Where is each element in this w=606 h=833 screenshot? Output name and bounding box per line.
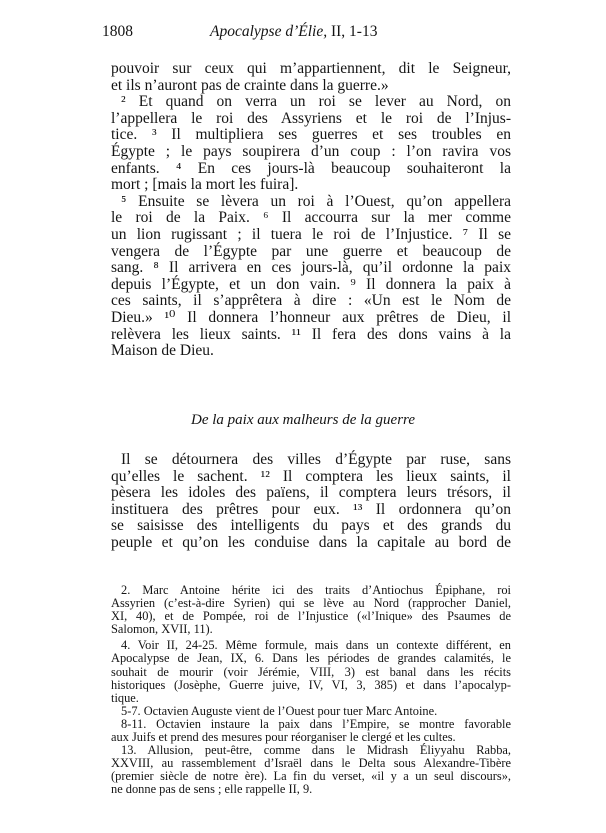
footnote-line: XI, 40), et de Pompée, roi de l’Injustice («l’Inique» des Psaumes de — [111, 609, 511, 624]
footnote-line: XXVIII, au rassemblement d’Israël dans le Delta sous Alexandre-Tibère — [111, 756, 511, 771]
main-text-block-2 — [111, 452, 511, 552]
text-line: pouvoir sur ceux qui m’appartiennent, dit le Seigneur, — [111, 60, 511, 77]
footnote-line: 5-7. Octavien Auguste vient de l’Ouest pour tuer Marc Antoine. — [121, 703, 438, 718]
text-line: Il se détournera des villes d’Égypte par ruse, sans — [121, 451, 511, 468]
section-heading: De la paix aux malheurs de la guerre — [191, 412, 415, 428]
text-line: enfants. ⁴ En ces jours-là beaucoup souhaiteront la — [111, 159, 511, 177]
running-title-reference: II, 1-13 — [327, 23, 378, 40]
text-line: vengera de l’Égypte par une guerre et beaucoup de — [111, 242, 511, 260]
text-line: ces saints, il s’apprêtera à dire : «Un est le Nom de — [111, 292, 511, 310]
text-line: tice. ³ Il multipliera ses guerres et ses troubles en — [111, 126, 511, 144]
text-line: Égypte ; le pays soupirera d’un coup : l’on ravira vos — [111, 142, 511, 160]
footnote-line: 8-11. Octavien instaure la paix dans l’Empire, se montre favorable — [121, 716, 511, 731]
footnote-line: Salomon, XVII, 11). — [111, 622, 213, 637]
text-line: peuple et qu’on les conduise dans la capitale au bord de — [111, 533, 511, 551]
footnote-line: aux Juifs et prend des mesures pour réorganiser le clergé et les cultes. — [111, 730, 456, 745]
footnote-8-11 — [111, 718, 511, 744]
text-line: et ils n’auront pas de crainte dans la guerre.» — [111, 76, 389, 94]
footnote-line: souhait de mourir (voir Jérémie, VIII, 3) est banal dans les récits — [111, 664, 511, 679]
footnote-line: 13. Allusion, peut-être, comme dans le Midrash Éliyyahu Rabba, — [121, 743, 511, 758]
text-line: l’appellera le roi des Assyriens et le roi de l’Injus- — [111, 109, 511, 127]
footnote-line: ne donne pas de sens ; elle rappelle II, 9. — [111, 782, 313, 797]
text-line: le roi de la Paix. ⁶ Il accourra sur la mer comme — [111, 209, 511, 227]
footnote-13 — [111, 744, 511, 796]
text-line: Dieu.» ¹⁰ Il donnera l’honneur aux prêtres de Dieu, il — [111, 308, 511, 326]
text-line: pèsera les idoles des païens, il comptera leurs trésors, il — [111, 484, 511, 502]
footnote-line: 2. Marc Antoine hérite ici des traits d’Antiochus Épiphane, roi — [121, 583, 511, 597]
running-title-text: Apocalypse d’Élie, — [210, 23, 328, 40]
text-line: un lion rugissant ; il tuera le roi de l’Injustice. ⁷ Il se — [111, 225, 511, 243]
text-line: sang. ⁸ Il arrivera en ces jours-là, qu’il ordonne la paix — [111, 259, 511, 277]
text-line: Maison de Dieu. — [111, 342, 214, 360]
footnote-2 — [111, 584, 511, 636]
text-line: ⁵ Ensuite se lèvera un roi à l’Ouest, qu’on appellera — [121, 192, 511, 210]
footnote-line: tique. — [111, 690, 139, 705]
footnote-line: historiques (Josèphe, Guerre juive, IV, VI, 3, 385) et dans l’apocalyp- — [111, 677, 511, 692]
footnote-line: (premier siècle de notre ère). La fin du verset, «il y a un seul discours», — [111, 769, 511, 784]
running-head — [102, 20, 512, 44]
text-line: se saisisse des intelligents du pays et des grands du — [111, 517, 511, 535]
footnote-4 — [111, 639, 511, 704]
text-line: instituera des prêtres pour eux. ¹³ Il ordonnera qu’on — [111, 500, 511, 518]
footnotes — [111, 584, 511, 797]
text-line: ² Et quand on verra un roi se lever au Nord, on — [121, 93, 511, 111]
running-title — [210, 20, 377, 44]
main-text-block — [111, 61, 511, 360]
text-line: depuis l’Égypte, et un don vain. ⁹ Il donnera la paix à — [111, 275, 511, 293]
footnote-line: Apocalypse de Jean, IX, 6. Dans les périodes de grandes calamités, le — [111, 651, 511, 666]
page-number: 1808 — [102, 23, 133, 40]
footnote-5-7 — [111, 705, 511, 718]
footnote-line: Assyrien (c’est-à-dire Syrien) qui se lève au Nord (rapprocher Daniel, — [111, 596, 511, 611]
text-line: mort ; [mais la mort les fuira]. — [111, 176, 299, 194]
text-line: relèvera les lieux saints. ¹¹ Il fera des dons vains à la — [111, 325, 511, 343]
text-line: qu’elles le sachent. ¹² Il comptera les lieux saints, il — [111, 467, 511, 485]
footnote-line: 4. Voir II, 24-25. Même formule, mais dans un contexte différent, en — [121, 638, 511, 653]
